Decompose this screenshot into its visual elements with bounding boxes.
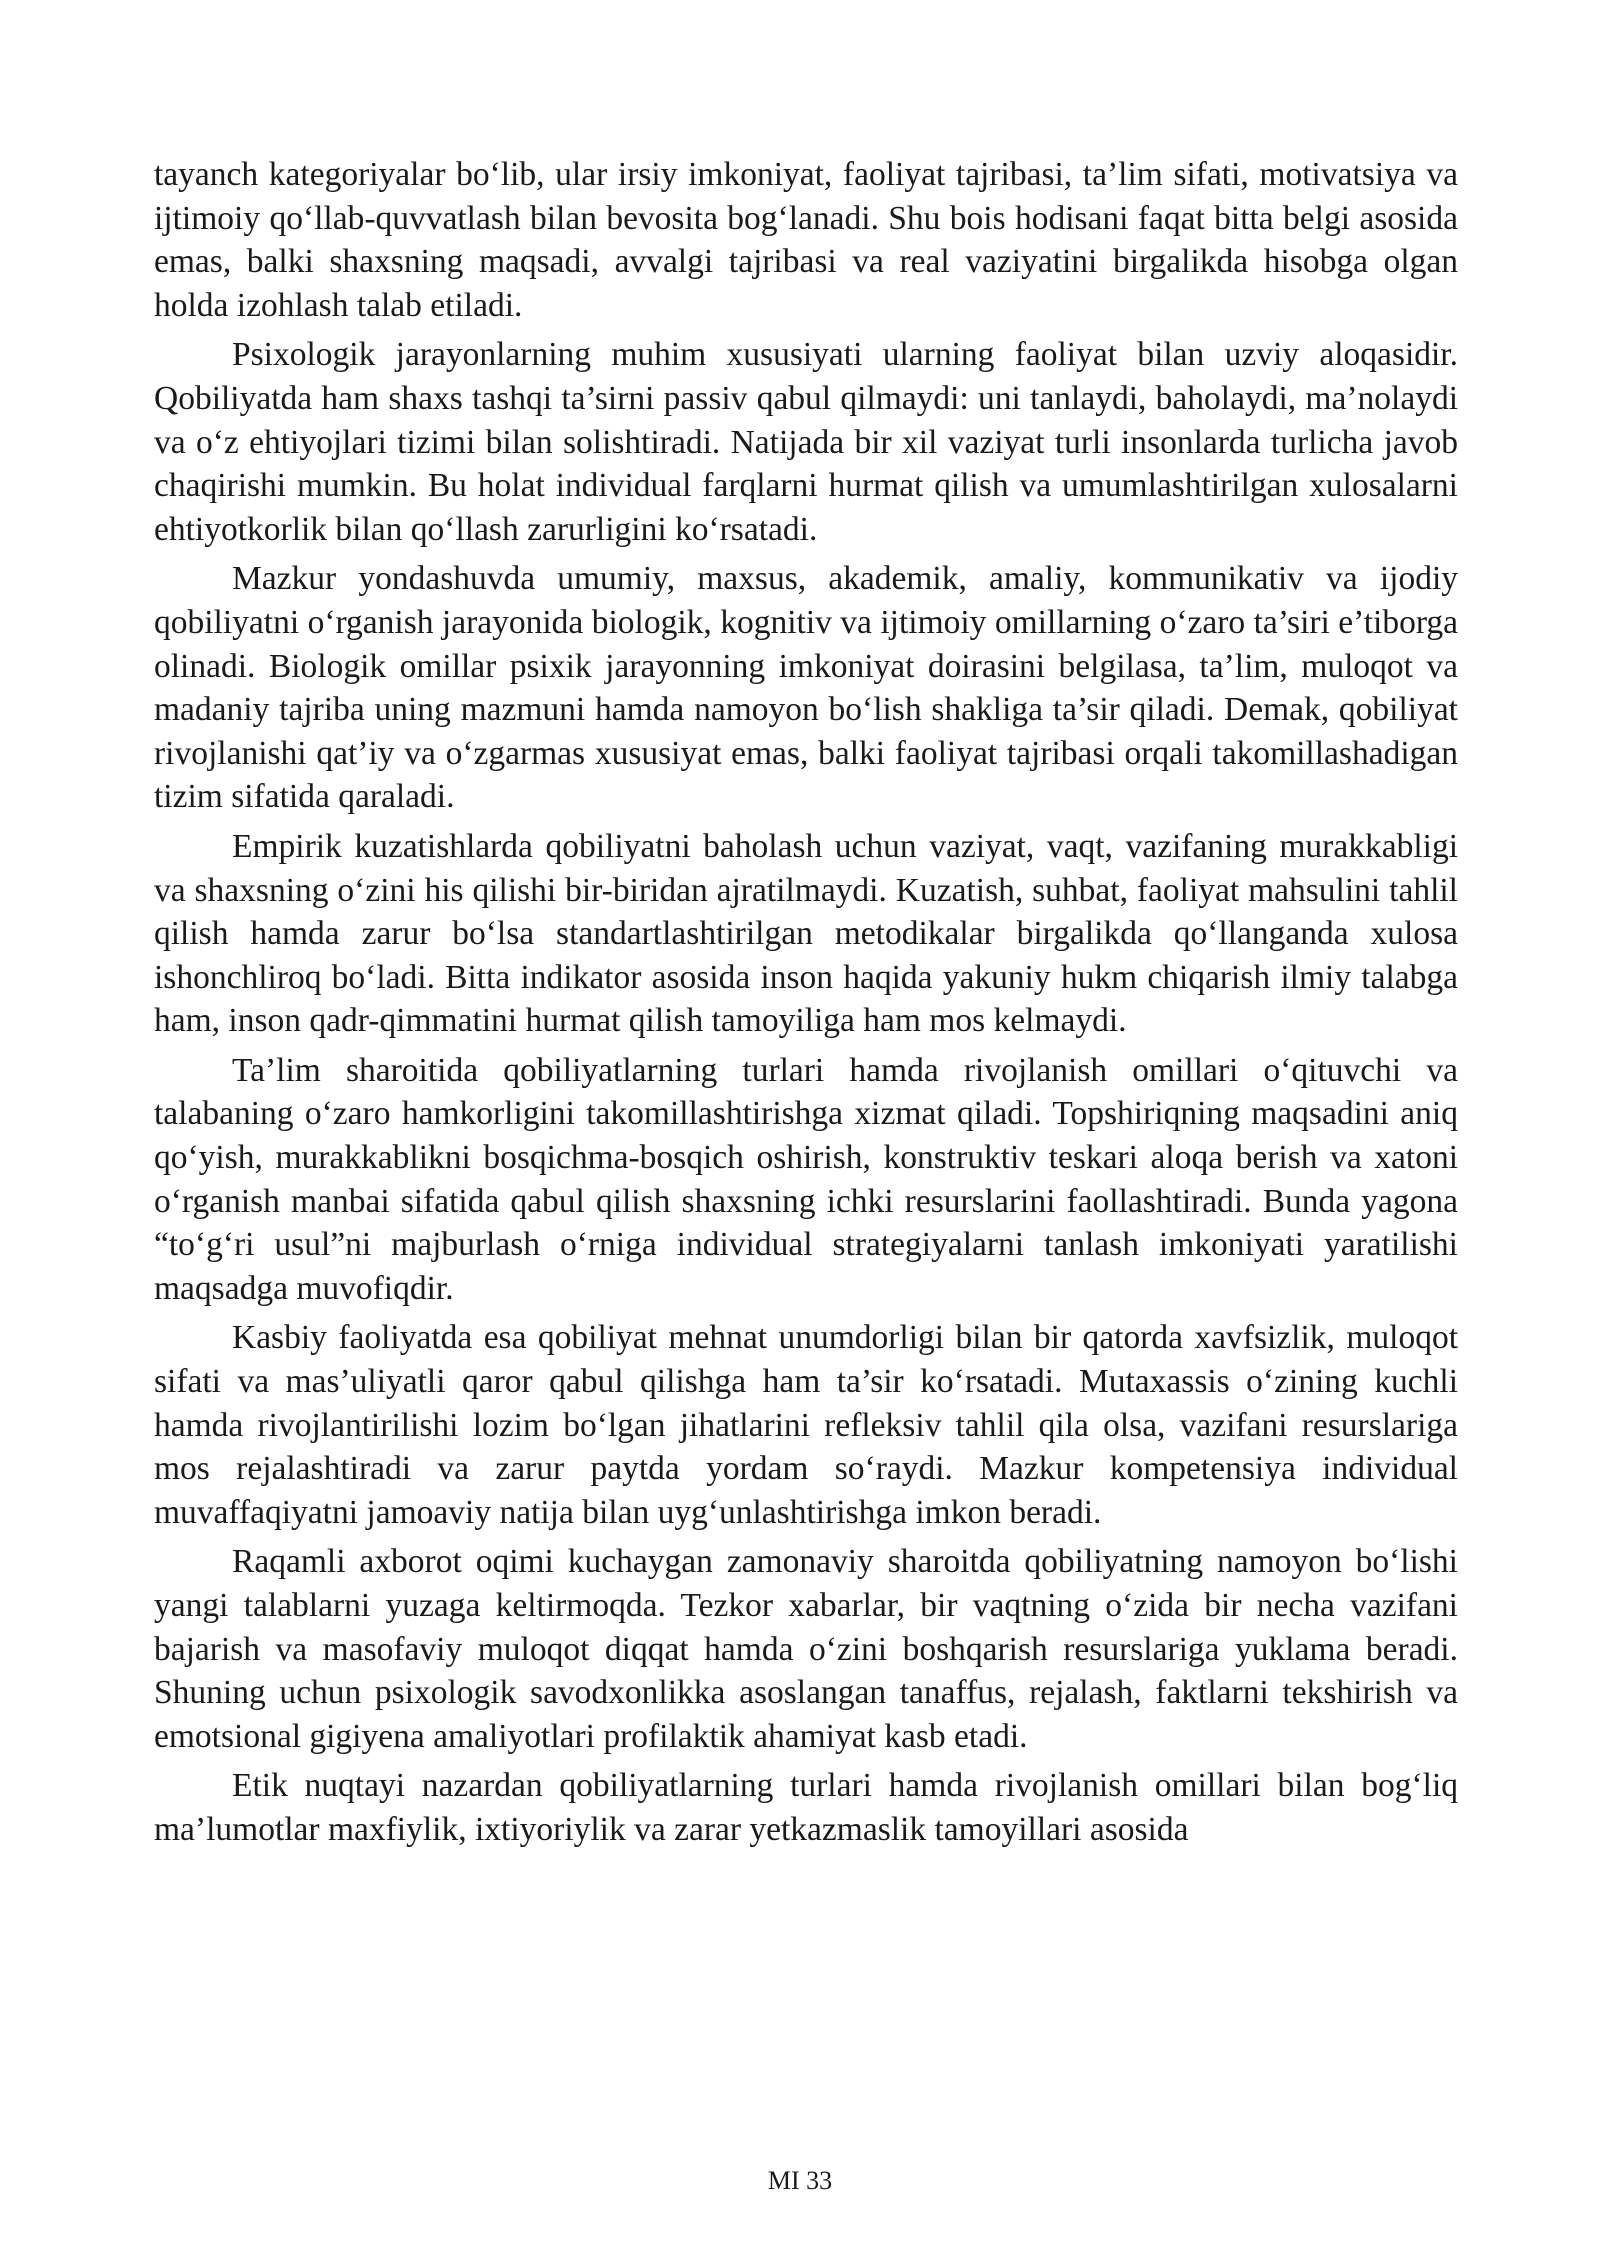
body-text [154, 153, 1458, 1858]
paragraph: Etik nuqtayi nazardan qobiliyatlarning turlari hamda rivojlanish omillari bilan bog‘liq ma’lumotlar maxfiylik, ixtiyoriylik va zarar yetkazmaslik tamoyillari asosida [154, 1767, 1458, 1848]
paragraph: Kasbiy faoliyatda esa qobiliyat mehnat unumdorligi bilan bir qatorda xavfsizlik, muloqot sifati va mas’uliyatli qaror qabul qilishga ham ta’sir ko‘rsatadi. Mutaxassis o‘zining kuchli hamda rivojlantirilishi lozim bo‘lgan jihatlarini refleksiv tahlil qila olsa, vazifani resurslariga mos rejalashtiradi va zarur paytda yordam so‘raydi. Mazkur kompetensiya individual muvaffaqiyatni jamoaviy natija bilan uyg‘unlashtirishga imkon beradi. [154, 1319, 1458, 1531]
paragraph: Mazkur yondashuvda umumiy, maxsus, akademik, amaliy, kommunikativ va ijodiy qobiliyatni o‘rganish jarayonida biologik, kognitiv va ijtimoiy omillarning o‘zaro ta’siri e’tiborga olinadi. Biologik omillar psixik jarayonning imkoniyat doirasini belgilasa, ta’lim, muloqot va madaniy tajriba uning mazmuni hamda namoyon bo‘lish shakliga ta’sir qiladi. Demak, qobiliyat rivojlanishi qat’iy va o‘zgarmas xususiyat emas, balki faoliyat tajribasi orqali takomillashadigan tizim sifatida qaraladi. [154, 560, 1458, 816]
paragraph-continuation: tayanch kategoriyalar bo‘lib, ular irsiy imkoniyat, faoliyat tajribasi, ta’lim sifati, motivatsiya va ijtimoiy qo‘llab-quvvatlash bilan bevosita bog‘lanadi. Shu bois hodisani faqat bitta belgi asosida emas, balki shaxsning maqsadi, avvalgi tajribasi va real vaziyatini birgalikda hisobga olgan holda izohlash talab etiladi. [154, 156, 1458, 324]
paragraph: Empirik kuzatishlarda qobiliyatni baholash uchun vaziyat, vaqt, vazifaning murakkabligi va shaxsning o‘zini his qilishi bir-biridan ajratilmaydi. Kuzatish, suhbat, faoliyat mahsulini tahlil qilish hamda zarur bo‘lsa standartlashtirilgan metodikalar birgalikda qo‘llanganda xulosa ishonchliroq bo‘ladi. Bitta indikator asosida inson haqida yakuniy hukm chiqarish ilmiy talabga ham, inson qadr-qimmatini hurmat qilish tamoyiliga ham mos kelmaydi. [154, 827, 1458, 1040]
paragraph: Raqamli axborot oqimi kuchaygan zamonaviy sharoitda qobiliyatning namoyon bo‘lishi yangi talablarni yuzaga keltirmoqda. Tezkor xabarlar, bir vaqtning o‘zida bir necha vazifani bajarish va masofaviy muloqot diqqat hamda o‘zini boshqarish resurslariga yuklama beradi. Shuning uchun psixologik savodxonlikka asoslangan tanaffus, rejalash, faktlarni tekshirish va emotsional gigiyena amaliyotlari profilaktik ahamiyat kasb etadi. [154, 1543, 1458, 1755]
paragraph: Psixologik jarayonlarning muhim xususiyati ularning faoliyat bilan uzviy aloqasidir. Qobiliyatda ham shaxs tashqi ta’sirni passiv qabul qilmaydi: uni tanlaydi, baholaydi, ma’nolaydi va o‘z ehtiyojlari tizimi bilan solishtiradi. Natijada bir xil vaziyat turli insonlarda turlicha javob chaqirishi mumkin. Bu holat individual farqlarni hurmat qilish va umumlashtirilgan xulosalarni ehtiyotkorlik bilan qo‘llash zarurligini ko‘rsatadi. [154, 336, 1458, 548]
paragraph: Ta’lim sharoitida qobiliyatlarning turlari hamda rivojlanish omillari o‘qituvchi va talabaning o‘zaro hamkorligini takomillashtirishga xizmat qiladi. Topshiriqning maqsadini aniq qo‘yish, murakkablikni bosqichma-bosqich oshirish, konstruktiv teskari aloqa berish va xatoni o‘rganish manbai sifatida qabul qilish shaxsning ichki resurslarini faollashtiradi. Bunda yagona “to‘g‘ri usul”ni majburlash o‘rniga individual strategiyalarni tanlash imkoniyati yaratilishi maqsadga muvofiqdir. [154, 1051, 1458, 1307]
page-number: MI 33 [767, 2166, 833, 2195]
